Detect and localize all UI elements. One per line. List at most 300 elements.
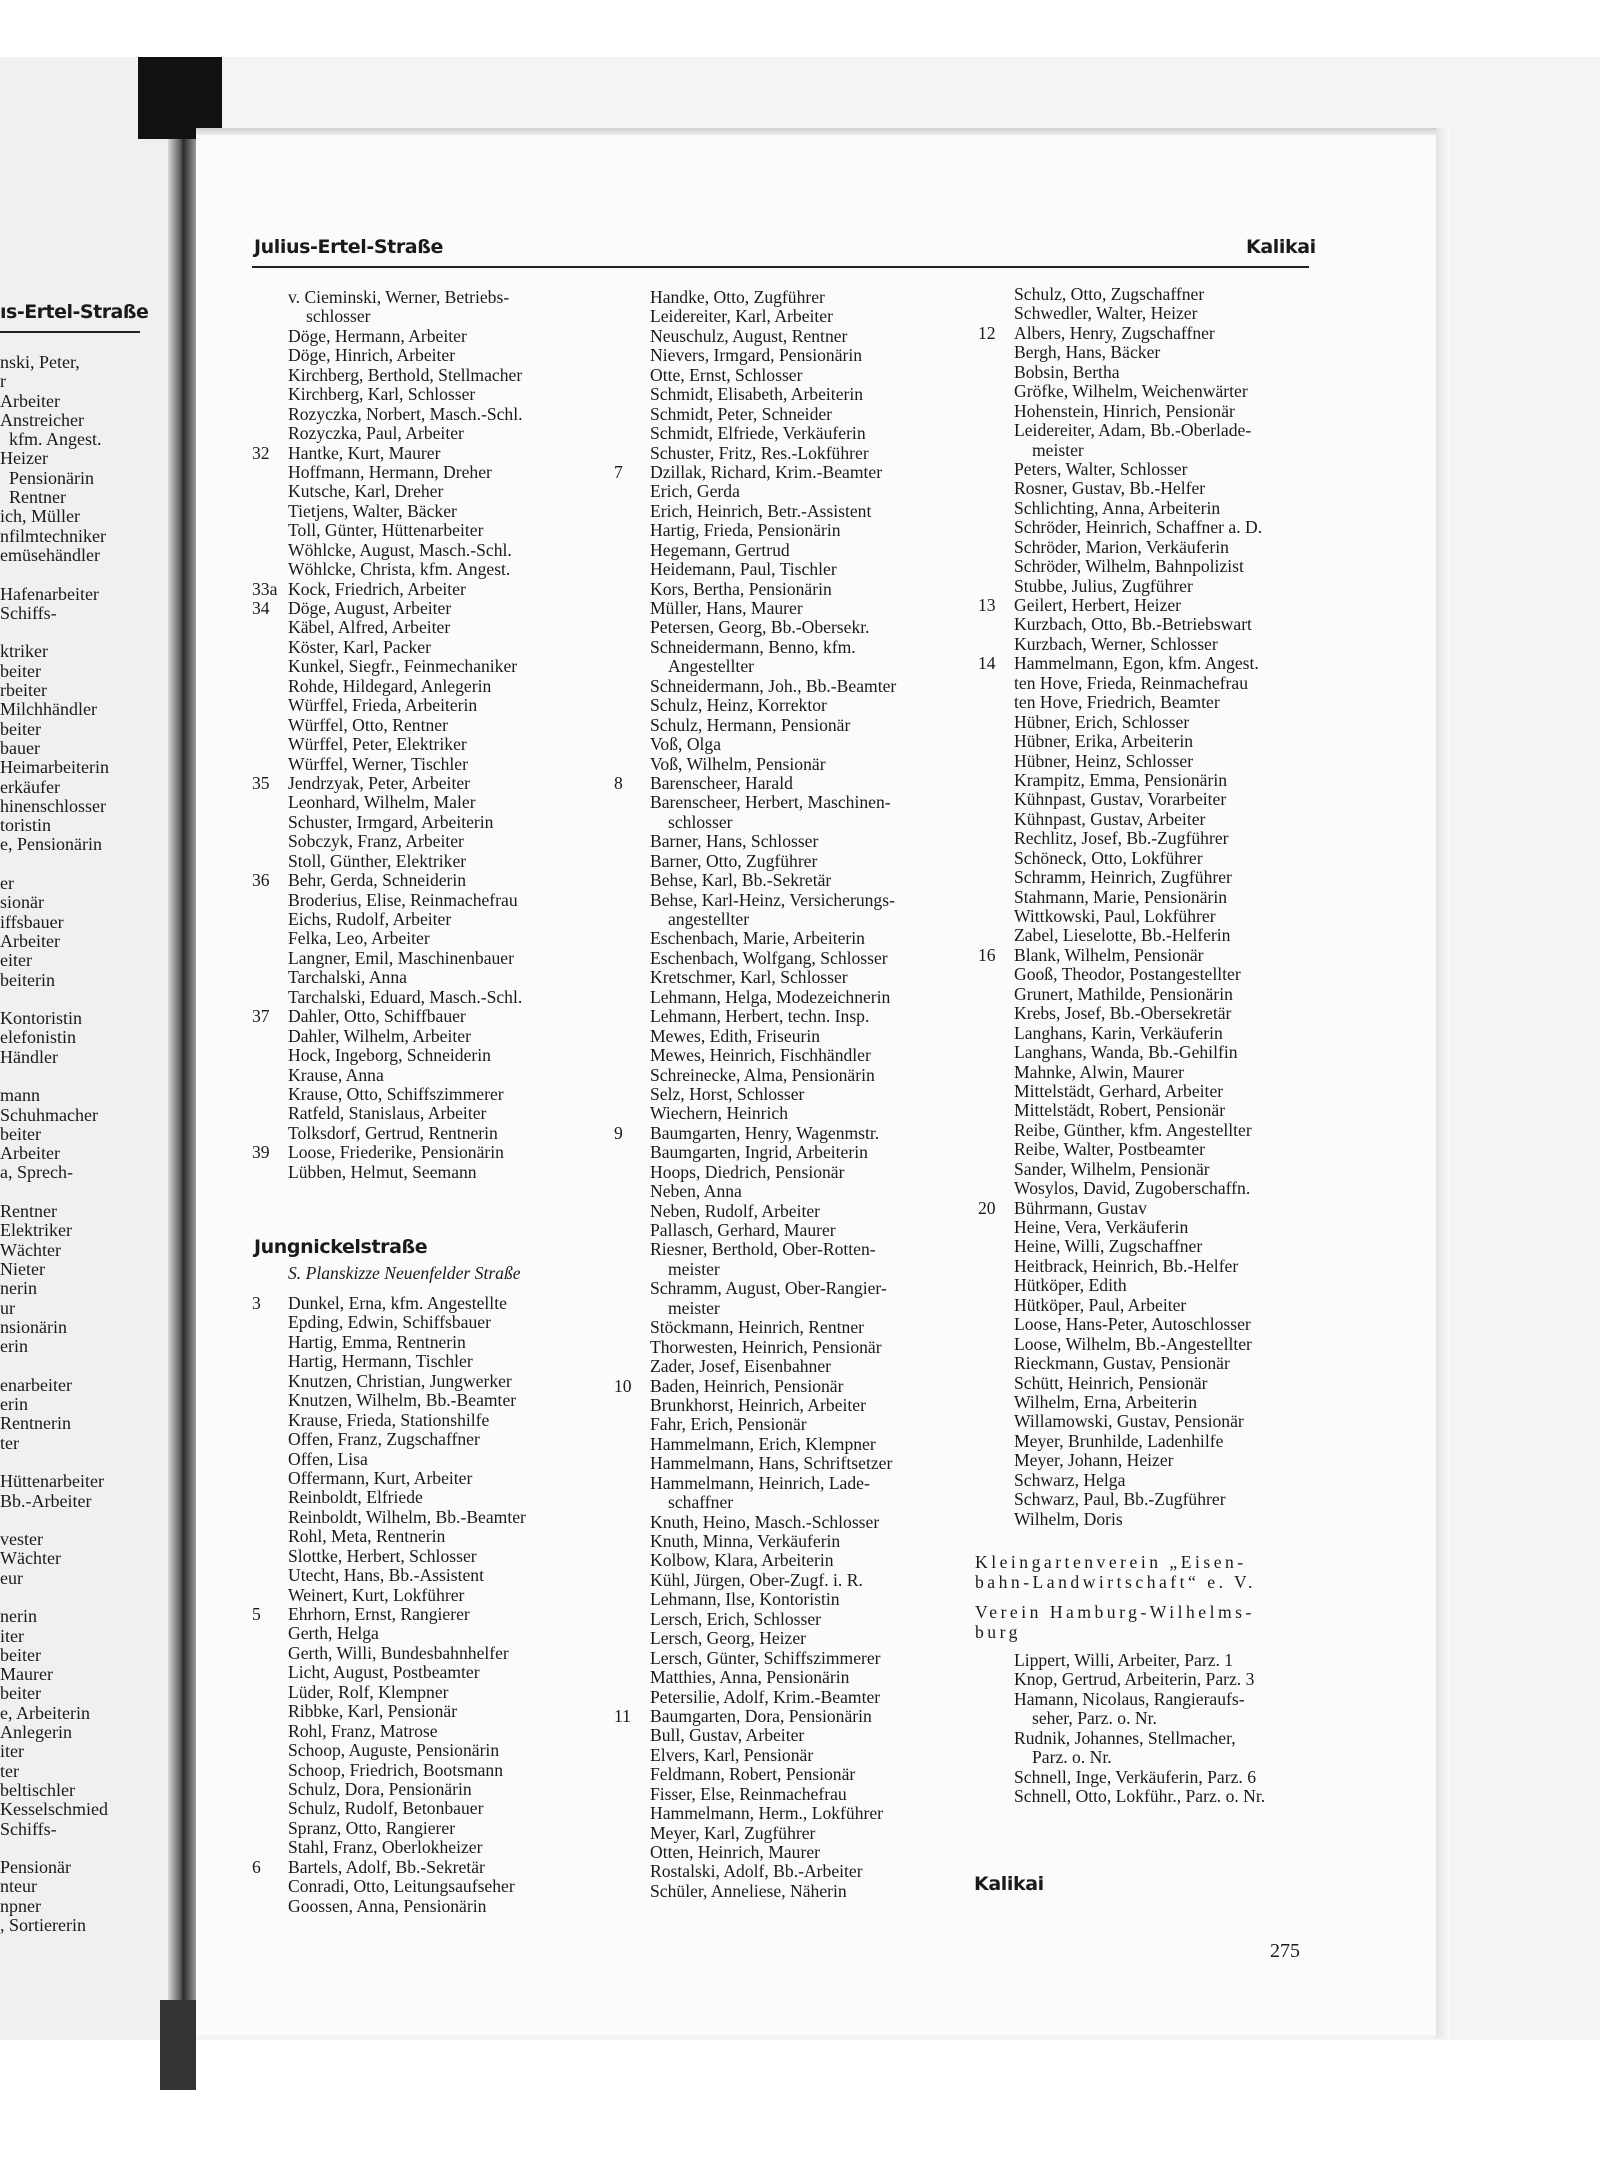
entry-text: Schoop, Friedrich, Bootsmann (288, 1759, 504, 1780)
directory-entry (288, 949, 598, 968)
entry-text: Schüler, Anneliese, Näherin (650, 1880, 847, 1901)
entry-text: Heine, Vera, Verkäuferin (1014, 1217, 1189, 1237)
entry-text: Ehrhorn, Ernst, Rangierer (288, 1604, 470, 1624)
left-page-line: hinenschlosser (0, 795, 106, 816)
entry-text: Voß, Olga (650, 734, 722, 755)
directory-entry (650, 988, 960, 1007)
directory-entry (650, 444, 960, 463)
directory-entry (1014, 1451, 1324, 1470)
entry-text: Döge, August, Arbeiter (288, 598, 452, 618)
directory-entry (1014, 1412, 1324, 1431)
entry-text: Rudnik, Johannes, Stellmacher, (1014, 1727, 1236, 1748)
directory-entry (1014, 421, 1324, 440)
entry-text: Otten, Heinrich, Maurer (650, 1842, 821, 1862)
entry-text: Döge, Hermann, Arbeiter (288, 325, 467, 346)
directory-entry (650, 1202, 960, 1221)
entry-text: Barner, Hans, Schlosser (650, 831, 819, 852)
directory-entry (1014, 1471, 1324, 1490)
left-page-line: emüsehändler (0, 544, 100, 565)
left-page-text (0, 353, 170, 1935)
entry-text: Neben, Rudolf, Arbeiter (650, 1200, 821, 1221)
left-page-line: erin (0, 1336, 28, 1357)
directory-entry (650, 657, 960, 676)
directory-entry (1014, 1315, 1324, 1334)
directory-entry (1014, 1748, 1324, 1767)
left-page-line: Rentner (0, 487, 66, 508)
entry-text: ten Hove, Friedrich, Beamter (1014, 692, 1220, 713)
entry-text: Bergh, Hans, Bäcker (1014, 342, 1161, 363)
directory-entry (650, 1240, 960, 1259)
directory-entry (1014, 1276, 1324, 1295)
directory-entry (1014, 829, 1324, 848)
left-page-line: Arbeiter (0, 390, 60, 411)
entry-text: Reibe, Günther, kfm. Angestellter (1014, 1119, 1252, 1140)
directory-entry (650, 1085, 960, 1104)
entry-text: seher, Parz. o. Nr. (1032, 1708, 1157, 1729)
entry-text: Müller, Hans, Maurer (650, 598, 803, 618)
directory-entry (288, 929, 598, 948)
entry-text: Wöhlcke, August, Masch.-Schl. (288, 539, 512, 560)
directory-entry (1014, 868, 1324, 887)
left-page-line (0, 1356, 170, 1375)
left-page-line: Hüttenarbeiter (0, 1471, 104, 1492)
entry-text: Broderius, Elise, Reinmachefrau (288, 889, 518, 910)
directory-entry (650, 1726, 960, 1745)
directory-entry (650, 1688, 960, 1707)
directory-entry (288, 405, 598, 424)
directory-entry (288, 1027, 598, 1046)
directory-entry (978, 653, 1324, 674)
entry-text: Rohl, Franz, Matrose (288, 1720, 438, 1741)
entry-text: Offen, Franz, Zugschaffner (288, 1429, 480, 1450)
left-page-line: Kontoristin (0, 1008, 83, 1029)
entry-text: Wosylos, David, Zugoberschaffn. (1014, 1178, 1251, 1199)
association-members (1014, 1651, 1324, 1807)
directory-entry (650, 366, 960, 385)
entry-text: Meyer, Johann, Heizer (1014, 1450, 1174, 1471)
entry-text: Tarchalski, Eduard, Masch.-Schl. (288, 986, 523, 1007)
house-number: 13 (978, 595, 996, 615)
entry-text: Voß, Wilhelm, Pensionär (650, 753, 826, 774)
entry-text: Stahl, Franz, Oberlokheizer (288, 1837, 483, 1858)
directory-entry (650, 1338, 960, 1357)
entry-text: Hammelmann, Herm., Lokführer (650, 1803, 884, 1824)
left-page-line (0, 565, 170, 584)
directory-entry (288, 1391, 598, 1410)
left-page-line (0, 855, 170, 874)
left-page-line (0, 1067, 170, 1086)
entry-text: Parz. o. Nr. (1032, 1747, 1112, 1768)
directory-entry (1014, 635, 1324, 654)
directory-entry (288, 1644, 598, 1663)
section-note: S. Planskizze Neuenfelder Straße (288, 1263, 521, 1283)
left-page-line: Milchhändler (0, 699, 97, 720)
entry-text: Barenscheer, Herbert, Maschinen- (650, 792, 891, 813)
entry-text: Käbel, Alfred, Arbeiter (288, 617, 451, 638)
entry-text: Wiechern, Heinrich (650, 1103, 789, 1124)
left-page-line: Händler (0, 1046, 58, 1067)
directory-entry (650, 852, 960, 871)
directory-entry (978, 322, 1324, 343)
entry-text: Schwarz, Paul, Bb.-Zugführer (1014, 1489, 1226, 1510)
house-number: 7 (614, 461, 623, 482)
directory-entry (650, 1221, 960, 1240)
directory-entry (288, 1066, 598, 1085)
entry-text: Hütköper, Paul, Arbeiter (1014, 1294, 1187, 1315)
directory-entry (288, 521, 598, 540)
left-page-line: Hafenarbeiter (0, 583, 99, 604)
entry-text: Schwedler, Walter, Heizer (1014, 303, 1198, 324)
entry-text: Stoll, Günther, Elektriker (288, 850, 467, 871)
entry-text: Hammelmann, Heinrich, Lade- (650, 1472, 870, 1493)
entry-text: meister (668, 1297, 720, 1318)
directory-entry (1014, 577, 1324, 596)
directory-entry (1014, 1690, 1324, 1709)
directory-entry (1014, 479, 1324, 498)
bookmark-ribbon-end (160, 2000, 196, 2090)
directory-entry (978, 1197, 1324, 1218)
directory-entry (650, 1746, 960, 1765)
entry-text: Rohl, Meta, Rentnerin (288, 1526, 446, 1547)
entry-text: schlosser (668, 811, 733, 832)
entry-text: meister (668, 1258, 720, 1279)
entry-text: Brunkhorst, Heinrich, Arbeiter (650, 1394, 866, 1415)
entry-text: Selz, Horst, Schlosser (650, 1083, 805, 1104)
directory-entry (1014, 1179, 1324, 1198)
left-page-line: beiter (0, 660, 41, 681)
left-page-line: nfilmtechniker (0, 525, 106, 546)
entry-text: Loose, Wilhelm, Bb.-Angestellter (1014, 1333, 1252, 1354)
entry-text: Bartels, Adolf, Bb.-Sekretär (288, 1856, 485, 1877)
left-page-line: Anlegerin (0, 1722, 72, 1743)
entry-text: Kolbow, Klara, Arbeiterin (650, 1550, 834, 1571)
left-page-line: eiter (0, 950, 32, 971)
entry-text: Angestellter (668, 656, 754, 677)
column-2 (614, 287, 960, 1901)
directory-entry (288, 910, 598, 929)
house-number: 9 (614, 1122, 623, 1143)
house-number: 11 (614, 1705, 631, 1726)
directory-entry (252, 1293, 598, 1313)
left-page-line: ter (0, 1432, 19, 1453)
directory-entry (1014, 343, 1324, 362)
column-1 (252, 287, 598, 1182)
directory-entry (650, 1590, 960, 1609)
entry-text: Blank, Wilhelm, Pensionär (1014, 944, 1204, 965)
directory-entry (1014, 615, 1324, 634)
directory-entry (1014, 557, 1324, 576)
directory-entry (252, 772, 598, 793)
left-page-line: e, Pensionärin (0, 834, 102, 855)
entry-text: Langner, Emil, Maschinenbauer (288, 947, 514, 968)
directory-entry (650, 1260, 960, 1279)
entry-text: Zader, Josef, Eisenbahner (650, 1356, 832, 1377)
entry-text: Würffel, Otto, Rentner (288, 714, 448, 735)
directory-entry (288, 696, 598, 715)
entry-text: Handke, Otto, Zugführer (650, 287, 825, 307)
directory-entry (650, 949, 960, 968)
directory-entry (288, 638, 598, 657)
directory-entry (1014, 1101, 1324, 1120)
directory-entry (650, 560, 960, 579)
directory-entry (1014, 1335, 1324, 1354)
directory-entry (650, 482, 960, 501)
page-edge (1436, 128, 1450, 2038)
directory-entry (650, 1785, 960, 1804)
entry-text: Erich, Gerda (650, 481, 740, 502)
entry-text: Hübner, Erika, Arbeiterin (1014, 731, 1194, 752)
left-page-line: beiter (0, 718, 41, 739)
directory-entry (1014, 1670, 1324, 1689)
entry-text: Baden, Heinrich, Pensionär (650, 1375, 844, 1396)
directory-entry (650, 755, 960, 774)
house-number: 39 (252, 1142, 270, 1163)
section-title-kalikai: Kalikai (974, 1873, 1044, 1895)
left-page-line: bauer (0, 737, 40, 758)
left-page-line (0, 1839, 170, 1858)
house-number: 36 (252, 870, 270, 891)
directory-entry (288, 1527, 598, 1546)
entry-text: Schmidt, Elisabeth, Arbeiterin (650, 384, 864, 405)
entry-text: Krause, Otto, Schiffszimmerer (288, 1083, 504, 1104)
left-page-line: Wächter (0, 1548, 61, 1569)
left-page-line (0, 623, 170, 642)
entry-text: Knutzen, Wilhelm, Bb.-Beamter (288, 1390, 517, 1411)
directory-entry (288, 424, 598, 443)
left-page-rule (0, 331, 140, 333)
left-page-line: toristin (0, 815, 52, 836)
directory-entry (288, 1566, 598, 1585)
directory-entry (1014, 1432, 1324, 1451)
entry-text: Toll, Günter, Hüttenarbeiter (288, 520, 484, 541)
entry-text: Schulz, Rudolf, Betonbauer (288, 1798, 484, 1819)
directory-entry (252, 1006, 598, 1027)
left-page-line: enarbeiter (0, 1374, 72, 1395)
directory-entry (252, 870, 598, 891)
left-page-line: iffsbauer (0, 911, 64, 932)
directory-entry (650, 891, 960, 910)
entry-text: Pallasch, Gerhard, Maurer (650, 1220, 836, 1240)
entry-text: Petersilie, Adolf, Krim.-Beamter (650, 1686, 881, 1707)
entry-text: Sobczyk, Franz, Arbeiter (288, 831, 464, 852)
running-head-left: Julius-Ertel-Straße (254, 236, 443, 258)
directory-entry (650, 405, 960, 424)
entry-text: meister (1032, 439, 1084, 460)
entry-text: Schulz, Otto, Zugschaffner (1014, 284, 1205, 304)
directory-entry (288, 1046, 598, 1065)
directory-entry (288, 288, 598, 307)
entry-text: Eschenbach, Wolfgang, Schlosser (650, 947, 888, 968)
directory-entry (1014, 1709, 1324, 1728)
entry-text: Elvers, Karl, Pensionär (650, 1744, 814, 1765)
entry-text: Gooß, Theodor, Postangestellter (1014, 964, 1241, 985)
directory-entry (650, 1299, 960, 1318)
directory-entry (1014, 1393, 1324, 1412)
entry-text: Kühnpast, Gustav, Arbeiter (1014, 808, 1206, 829)
left-page-line: erin (0, 1394, 28, 1415)
entry-text: Rosner, Gustav, Bb.-Helfer (1014, 478, 1206, 499)
directory-entry (650, 1454, 960, 1473)
directory-entry (1014, 713, 1324, 732)
directory-entry (614, 772, 960, 793)
directory-entry (1014, 285, 1324, 304)
left-page-line: Heimarbeiterin (0, 757, 109, 778)
left-page-line: nteur (0, 1876, 37, 1897)
entry-text: Stahmann, Marie, Pensionärin (1014, 886, 1228, 907)
directory-entry (288, 1547, 598, 1566)
left-page-line: Nieter (0, 1258, 45, 1279)
directory-entry (288, 1333, 598, 1352)
directory-entry (288, 1897, 598, 1916)
directory-entry (1014, 382, 1324, 401)
directory-entry (650, 735, 960, 754)
left-page-line: beiter (0, 1644, 41, 1665)
entry-text: Riesner, Berthold, Ober-Rotten- (650, 1239, 876, 1260)
entry-text: Mahnke, Alwin, Maurer (1014, 1061, 1185, 1082)
directory-entry (650, 793, 960, 812)
directory-entry (252, 1142, 598, 1163)
entry-text: Baumgarten, Ingrid, Arbeiterin (650, 1142, 868, 1163)
entry-text: Utecht, Hans, Bb.-Assistent (288, 1565, 484, 1586)
association-title-2a: Verein Hamburg-Wilhelms- (975, 1602, 1255, 1622)
directory-entry (288, 1313, 598, 1332)
left-page-line: Wächter (0, 1239, 61, 1260)
directory-entry (650, 1066, 960, 1085)
directory-entry (614, 1375, 960, 1396)
directory-entry (1014, 1296, 1324, 1315)
entry-text: Knuth, Minna, Verkäuferin (650, 1531, 841, 1551)
entry-text: Schmidt, Peter, Schneider (650, 403, 833, 424)
entry-text: Dzillak, Richard, Krim.-Beamter (650, 461, 883, 482)
entry-text: Hartig, Frieda, Pensionärin (650, 520, 841, 541)
column-1-jungnickelstrasse (252, 1293, 598, 1916)
directory-entry (650, 1104, 960, 1123)
directory-entry (650, 677, 960, 696)
entry-text: Baumgarten, Dora, Pensionärin (650, 1705, 872, 1726)
entry-text: Offen, Lisa (288, 1448, 368, 1469)
entry-text: Barenscheer, Harald (650, 772, 793, 793)
left-page-line: nski, Peter, (0, 352, 80, 372)
entry-text: Hoops, Diedrich, Pensionär (650, 1161, 845, 1182)
directory-entry (650, 1571, 960, 1590)
entry-text: Schmidt, Elfriede, Verkäuferin (650, 423, 866, 444)
column-3 (978, 284, 1324, 1529)
running-head-right: Kalikai (1246, 236, 1316, 258)
association-title-1b: bahn-Landwirtschaft“ e. V. (975, 1572, 1256, 1592)
directory-entry (288, 988, 598, 1007)
entry-text: Mittelstädt, Robert, Pensionär (1014, 1100, 1226, 1121)
directory-entry (650, 968, 960, 987)
directory-entry (288, 307, 598, 326)
directory-entry (288, 1799, 598, 1818)
entry-text: Reibe, Walter, Postbeamter (1014, 1139, 1206, 1160)
directory-entry (650, 638, 960, 657)
entry-text: Ratfeld, Stanislaus, Arbeiter (288, 1103, 487, 1124)
entry-text: Schneidermann, Joh., Bb.-Beamter (650, 675, 897, 696)
directory-entry (650, 502, 960, 521)
left-page-line: Bb.-Arbeiter (0, 1490, 92, 1511)
entry-text: Bull, Gustav, Arbeiter (650, 1725, 805, 1746)
directory-entry (288, 1741, 598, 1760)
directory-entry (650, 813, 960, 832)
directory-entry (252, 1604, 598, 1624)
entry-text: Schreinecke, Alma, Pensionärin (650, 1064, 875, 1085)
directory-entry (650, 1046, 960, 1065)
directory-entry (288, 463, 598, 482)
entry-text: Hübner, Heinz, Schlosser (1014, 750, 1194, 771)
directory-entry (650, 1143, 960, 1162)
directory-entry (650, 871, 960, 890)
left-page-line: sionär (0, 892, 44, 913)
entry-text: Schlichting, Anna, Arbeiterin (1014, 497, 1221, 518)
directory-entry (1014, 1354, 1324, 1373)
left-page-line: Pensionärin (0, 467, 94, 488)
left-page-line (0, 1183, 170, 1202)
entry-text: Kutsche, Karl, Dreher (288, 481, 444, 502)
entry-text: Behse, Karl, Bb.-Sekretär (650, 870, 832, 891)
entry-text: Würffel, Frieda, Arbeiterin (288, 695, 478, 716)
directory-entry (1014, 674, 1324, 693)
entry-text: Kühl, Jürgen, Ober-Zugf. i. R. (650, 1569, 863, 1590)
left-page-line (0, 1588, 170, 1607)
left-page-line: ur (0, 1297, 15, 1318)
entry-text: Kühnpast, Gustav, Vorarbeiter (1014, 789, 1227, 810)
entry-text: Krebs, Josef, Bb.-Obersekretär (1014, 1003, 1232, 1024)
entry-text: Sander, Wilhelm, Pensionär (1014, 1158, 1210, 1179)
directory-entry (288, 1450, 598, 1469)
directory-entry (1014, 1374, 1324, 1393)
entry-text: Kock, Friedrich, Arbeiter (288, 578, 466, 599)
left-page-line: Schuhmacher (0, 1104, 98, 1125)
directory-entry (1014, 1140, 1324, 1159)
entry-text: Kretschmer, Karl, Schlosser (650, 967, 848, 988)
left-page-line (0, 1511, 170, 1530)
entry-text: Fahr, Erich, Pensionär (650, 1414, 807, 1435)
directory-entry (1014, 1043, 1324, 1062)
left-page-heading: ıs-Ertel-Straße (0, 301, 149, 323)
left-page-line (0, 990, 170, 1009)
entry-text: Heitbrack, Heinrich, Bb.-Helfer (1014, 1255, 1239, 1276)
directory-entry (650, 1027, 960, 1046)
entry-text: Fisser, Else, Reinmachefrau (650, 1783, 847, 1804)
directory-entry (1014, 1218, 1324, 1237)
directory-entry (288, 1819, 598, 1838)
directory-entry (1014, 1651, 1324, 1670)
entry-text: Tolksdorf, Gertrud, Rentnerin (288, 1122, 498, 1143)
entry-text: Krause, Frieda, Stationshilfe (288, 1409, 490, 1430)
entry-text: Schuster, Irmgard, Arbeiterin (288, 811, 494, 832)
entry-text: Thorwesten, Heinrich, Pensionär (650, 1336, 882, 1357)
directory-entry (650, 832, 960, 851)
entry-text: Neben, Anna (650, 1181, 742, 1202)
directory-entry (1014, 460, 1324, 479)
entry-text: Peters, Walter, Schlosser (1014, 458, 1188, 479)
entry-text: Schulz, Hermann, Pensionär (650, 714, 851, 735)
directory-entry (252, 1856, 598, 1877)
entry-text: Knop, Gertrud, Arbeiterin, Parz. 3 (1014, 1669, 1255, 1690)
directory-entry (650, 1474, 960, 1493)
left-page-line: eur (0, 1567, 23, 1588)
entry-text: Matthies, Anna, Pensionärin (650, 1667, 850, 1688)
directory-entry (288, 1838, 598, 1857)
directory-entry (614, 461, 960, 482)
directory-entry (650, 1182, 960, 1201)
left-page-line: Elektriker (0, 1220, 72, 1241)
entry-text: schaffner (668, 1492, 734, 1513)
directory-entry (288, 541, 598, 560)
house-number: 10 (614, 1375, 632, 1396)
entry-text: angestellter (668, 909, 750, 929)
